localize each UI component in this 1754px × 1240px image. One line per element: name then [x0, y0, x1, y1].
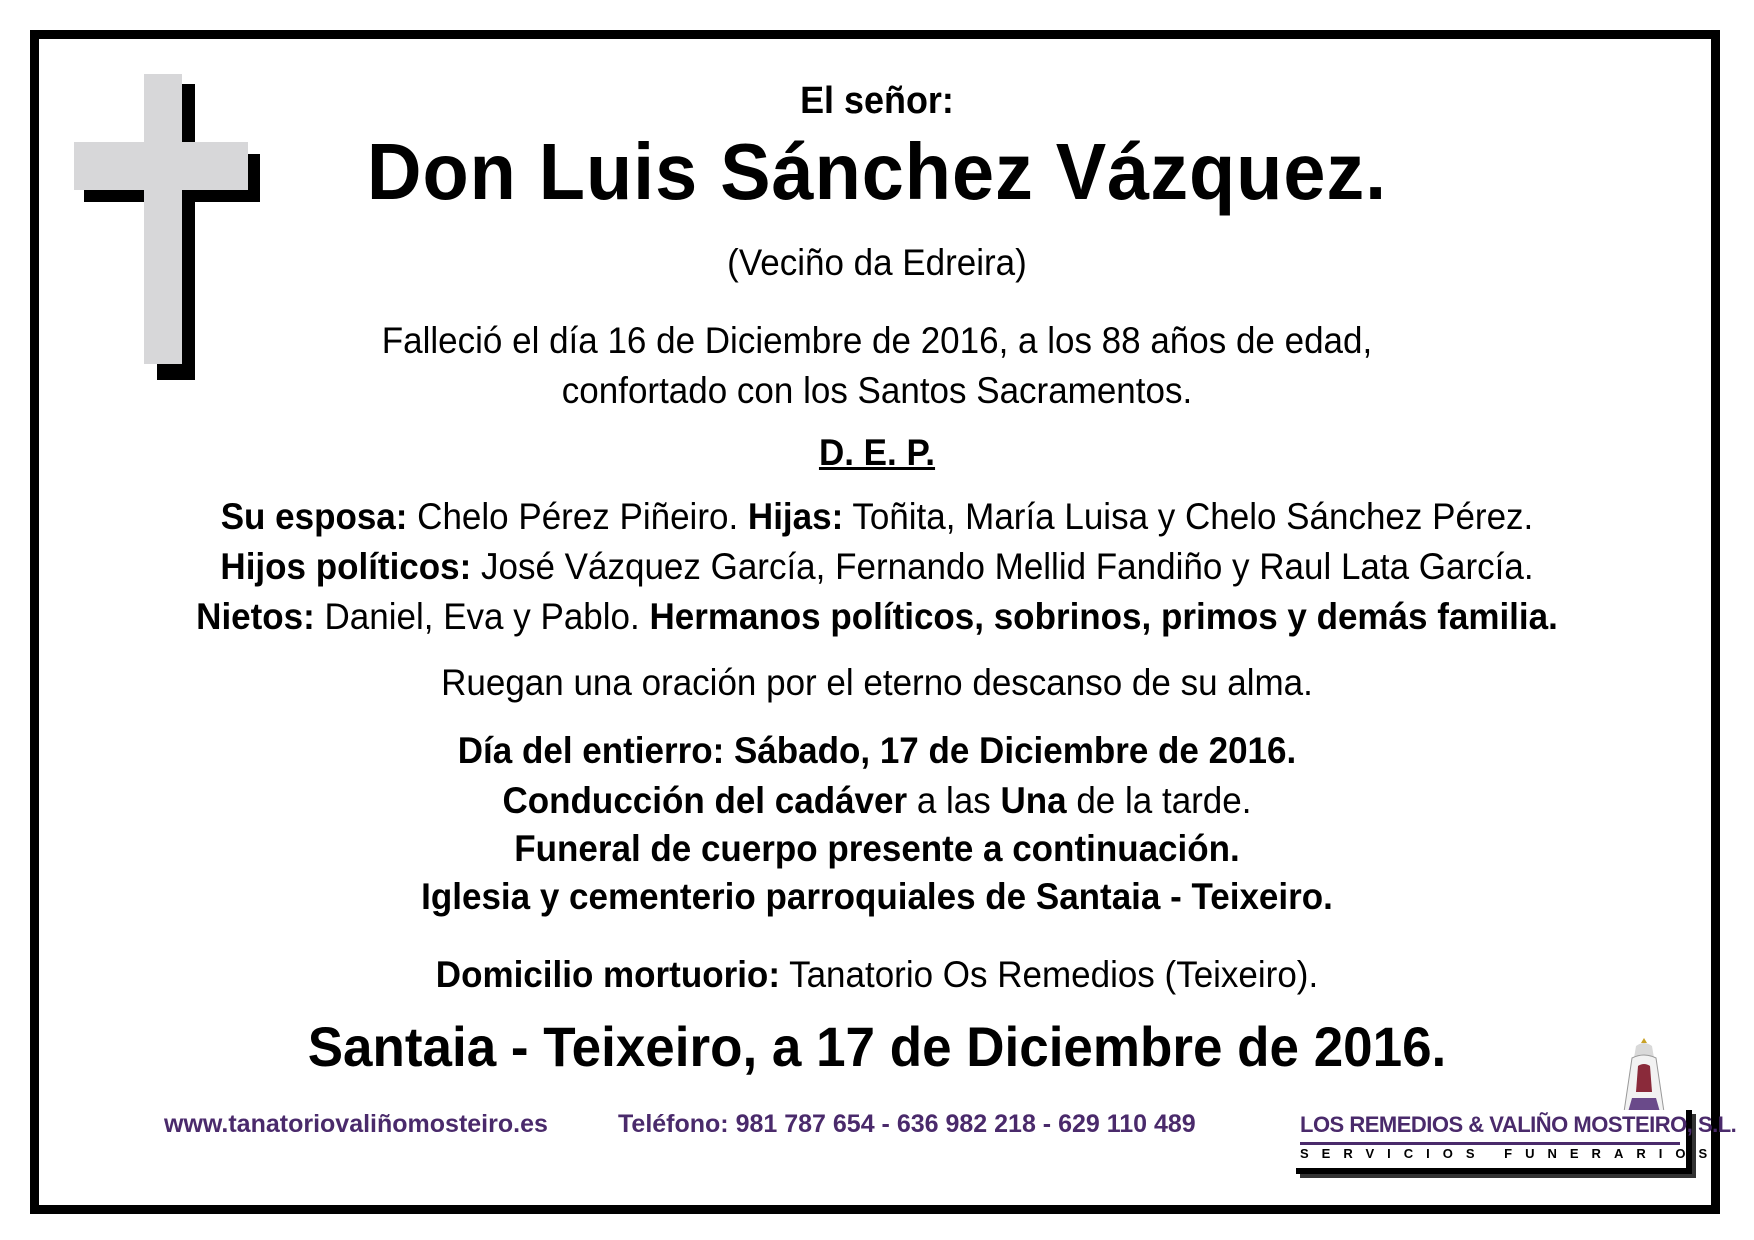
spouse-name: Chelo Pérez Piñeiro. — [407, 496, 748, 537]
domicile-line — [47, 952, 1706, 998]
death-line-2: confortado con los Santos Sacramentos. — [561, 370, 1193, 411]
place-date: Santaia - Teixeiro, a 17 de Diciembre de 2016. — [307, 1015, 1447, 1078]
conduction-time: Una — [1000, 780, 1067, 821]
dep-text: D. E. P. — [818, 432, 936, 473]
domicile-label: Domicilio mortuorio: — [435, 954, 780, 995]
funeral-text: Funeral de cuerpo presente a continuación. — [514, 828, 1240, 869]
spouse-label: Su esposa: — [220, 496, 408, 537]
logo-subtitle: SERVICIOS FUNERARIOS — [1300, 1146, 1721, 1161]
burial-day: Día del entierro: Sábado, 17 de Diciembre de 2016. — [457, 730, 1297, 771]
website-link[interactable]: www.tanatoriovaliñomosteiro.es — [164, 1110, 548, 1138]
domicile-value: Tanatorio Os Remedios (Teixeiro). — [779, 954, 1319, 995]
other-family: Hermanos políticos, sobrinos, primos y demás familia. — [649, 596, 1558, 637]
prayer-text: Ruegan una oración por el eterno descanso de su alma. — [441, 662, 1313, 703]
grandchildren-label: Nietos: — [196, 596, 315, 637]
conduction-end: de la tarde. — [1066, 780, 1252, 821]
inlaws-label: Hijos políticos: — [220, 546, 472, 587]
family-line-1 — [47, 494, 1706, 540]
family-line-3 — [47, 594, 1706, 640]
funeral-home-logo — [1296, 1036, 1737, 1170]
logo-rule — [1300, 1142, 1680, 1145]
grandchildren-names: Daniel, Eva y Pablo. — [314, 596, 650, 637]
deceased-name: Don Luis Sánchez Vázquez. — [366, 127, 1388, 216]
family-line-2 — [47, 544, 1706, 590]
conduction-mid: a las — [907, 780, 1001, 821]
conduction-line — [47, 778, 1706, 824]
neighbor-note: (Veciño da Edreira) — [727, 242, 1027, 283]
church-text: Iglesia y cementerio parroquiales de Santaia - Teixeiro. — [421, 876, 1333, 917]
death-line-1: Falleció el día 16 de Diciembre de 2016, a los 88 años de edad, — [381, 320, 1373, 361]
logo-box — [1296, 1110, 1737, 1174]
conduction-label: Conducción del cadáver — [502, 780, 908, 821]
logo-name: LOS REMEDIOS & VALIÑO MOSTEIRO, S.L. — [1300, 1112, 1737, 1137]
daughters-names: Toñita, María Luisa y Chelo Sánchez Pérez. — [843, 496, 1534, 537]
virgin-figure-icon — [1618, 1036, 1670, 1116]
phone-numbers: Teléfono: 981 787 654 - 636 982 218 - 629 110 489 — [618, 1110, 1196, 1138]
daughters-label: Hijas: — [747, 496, 844, 537]
inlaws-names: José Vázquez García, Fernando Mellid Fandiño y Raul Lata García. — [471, 546, 1534, 587]
intro-text: El señor: — [800, 80, 954, 122]
dep-heading — [47, 430, 1706, 476]
